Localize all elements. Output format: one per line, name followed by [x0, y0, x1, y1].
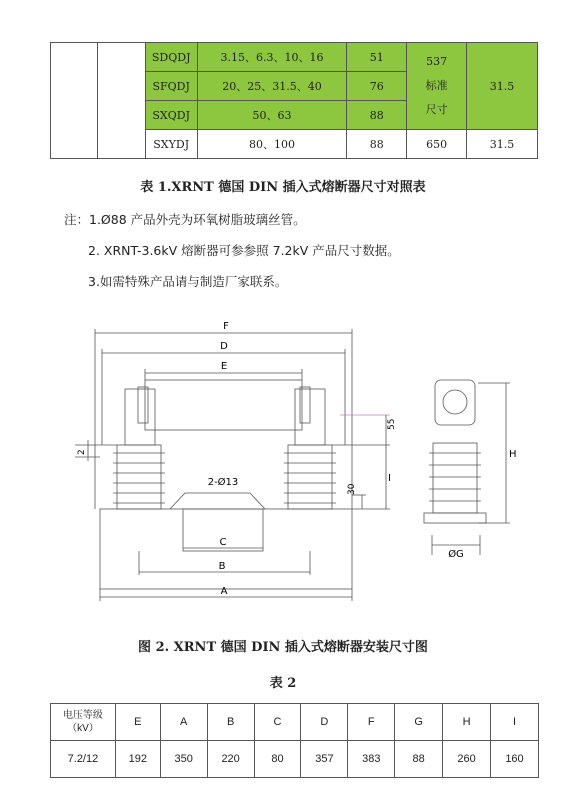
table2-title: 表 2 — [269, 676, 297, 691]
note-line: 2. XRNT-3.6kV 熔断器可参参照 7.2kV 产品尺寸数据。 — [88, 243, 400, 258]
dim-label-d: D — [220, 341, 228, 352]
dim-label-b: B — [218, 561, 226, 572]
dim-label-2: 2 — [77, 449, 87, 455]
table-cell: 160 — [490, 741, 538, 778]
header-cell: 电压等级（kV） — [51, 704, 116, 741]
table-cell: 50、63 — [197, 101, 347, 130]
table-cell: SXYDJ — [145, 130, 197, 159]
table-cell: 650 — [407, 130, 467, 159]
dimension-comparison-table — [50, 42, 538, 159]
table-cell: 383 — [348, 741, 395, 778]
header-cell: C — [254, 704, 301, 741]
table-cell-merged — [407, 43, 467, 130]
dim-label-hole: 2-Ø13 — [207, 477, 239, 488]
header-cell: G — [395, 704, 443, 741]
table-cell: 80 — [254, 741, 301, 778]
header-cell: B — [207, 704, 254, 741]
merged-line: 537 — [426, 55, 448, 68]
table-cell: SDQDJ — [145, 43, 197, 72]
table-cell — [51, 43, 98, 159]
base-plate — [100, 509, 352, 589]
dim-label-a: A — [220, 586, 228, 597]
table-cell — [97, 43, 145, 159]
table-cell: 357 — [301, 741, 348, 778]
center-block — [170, 493, 265, 509]
merged-line: 尺寸 — [425, 103, 448, 116]
header-cell: F — [348, 704, 395, 741]
merged-line: 标准 — [425, 79, 448, 92]
table-cell: 31.5 — [467, 130, 538, 159]
header-cell: A — [160, 704, 207, 741]
header-cell: I — [490, 704, 538, 741]
table-cell: 20、25、31.5、40 — [197, 72, 347, 101]
dim-label-c: C — [219, 537, 227, 548]
table-cell: 260 — [443, 741, 491, 778]
dim-label-g: ØG — [448, 549, 464, 560]
note-line: 注：1.Ø88 产品外壳为环氧树脂玻璃丝管。 — [64, 212, 306, 227]
table-cell: 80、100 — [197, 130, 347, 159]
table-cell: SXQDJ — [145, 101, 197, 130]
dim-label-f: F — [223, 321, 229, 332]
note-line: 3.如需特殊产品请与制造厂家联系。 — [88, 274, 288, 289]
table-cell: 7.2/12 — [51, 741, 116, 778]
table-cell: 220 — [207, 741, 254, 778]
header-cell: E — [115, 704, 160, 741]
table-cell: 192 — [115, 741, 160, 778]
table1-caption: 表 1.XRNT 德国 DIN 插入式熔断器尺寸对照表 — [140, 180, 426, 195]
left-insulator — [113, 389, 165, 509]
table-cell: 51 — [347, 43, 407, 72]
dim-label-i: I — [388, 473, 391, 484]
fuse-tube — [145, 380, 302, 430]
dim-label-30: 30 — [347, 483, 357, 495]
installation-drawing — [0, 295, 566, 625]
table-cell: 88 — [395, 741, 443, 778]
table-cell: 350 — [160, 741, 207, 778]
table-cell: 76 — [347, 72, 407, 101]
table-cell-merged: 31.5 — [467, 43, 538, 130]
table-header-row — [51, 704, 539, 741]
installation-dimension-table — [50, 703, 539, 778]
table-cell: SFQDJ — [145, 72, 197, 101]
header-cell: H — [443, 704, 491, 741]
table-cell: 3.15、6.3、10、16 — [197, 43, 347, 72]
side-view — [424, 380, 510, 555]
dim-label-e: E — [220, 361, 228, 372]
table-cell: 88 — [347, 101, 407, 130]
table-cell: 88 — [347, 130, 407, 159]
figure2-caption: 图 2. XRNT 德国 DIN 插入式熔断器安装尺寸图 — [138, 640, 428, 655]
table-row — [51, 741, 539, 778]
table-row — [51, 43, 538, 72]
dim-label-h: H — [509, 449, 517, 460]
header-cell: D — [301, 704, 348, 741]
dim-label-55: 55 — [387, 418, 397, 430]
